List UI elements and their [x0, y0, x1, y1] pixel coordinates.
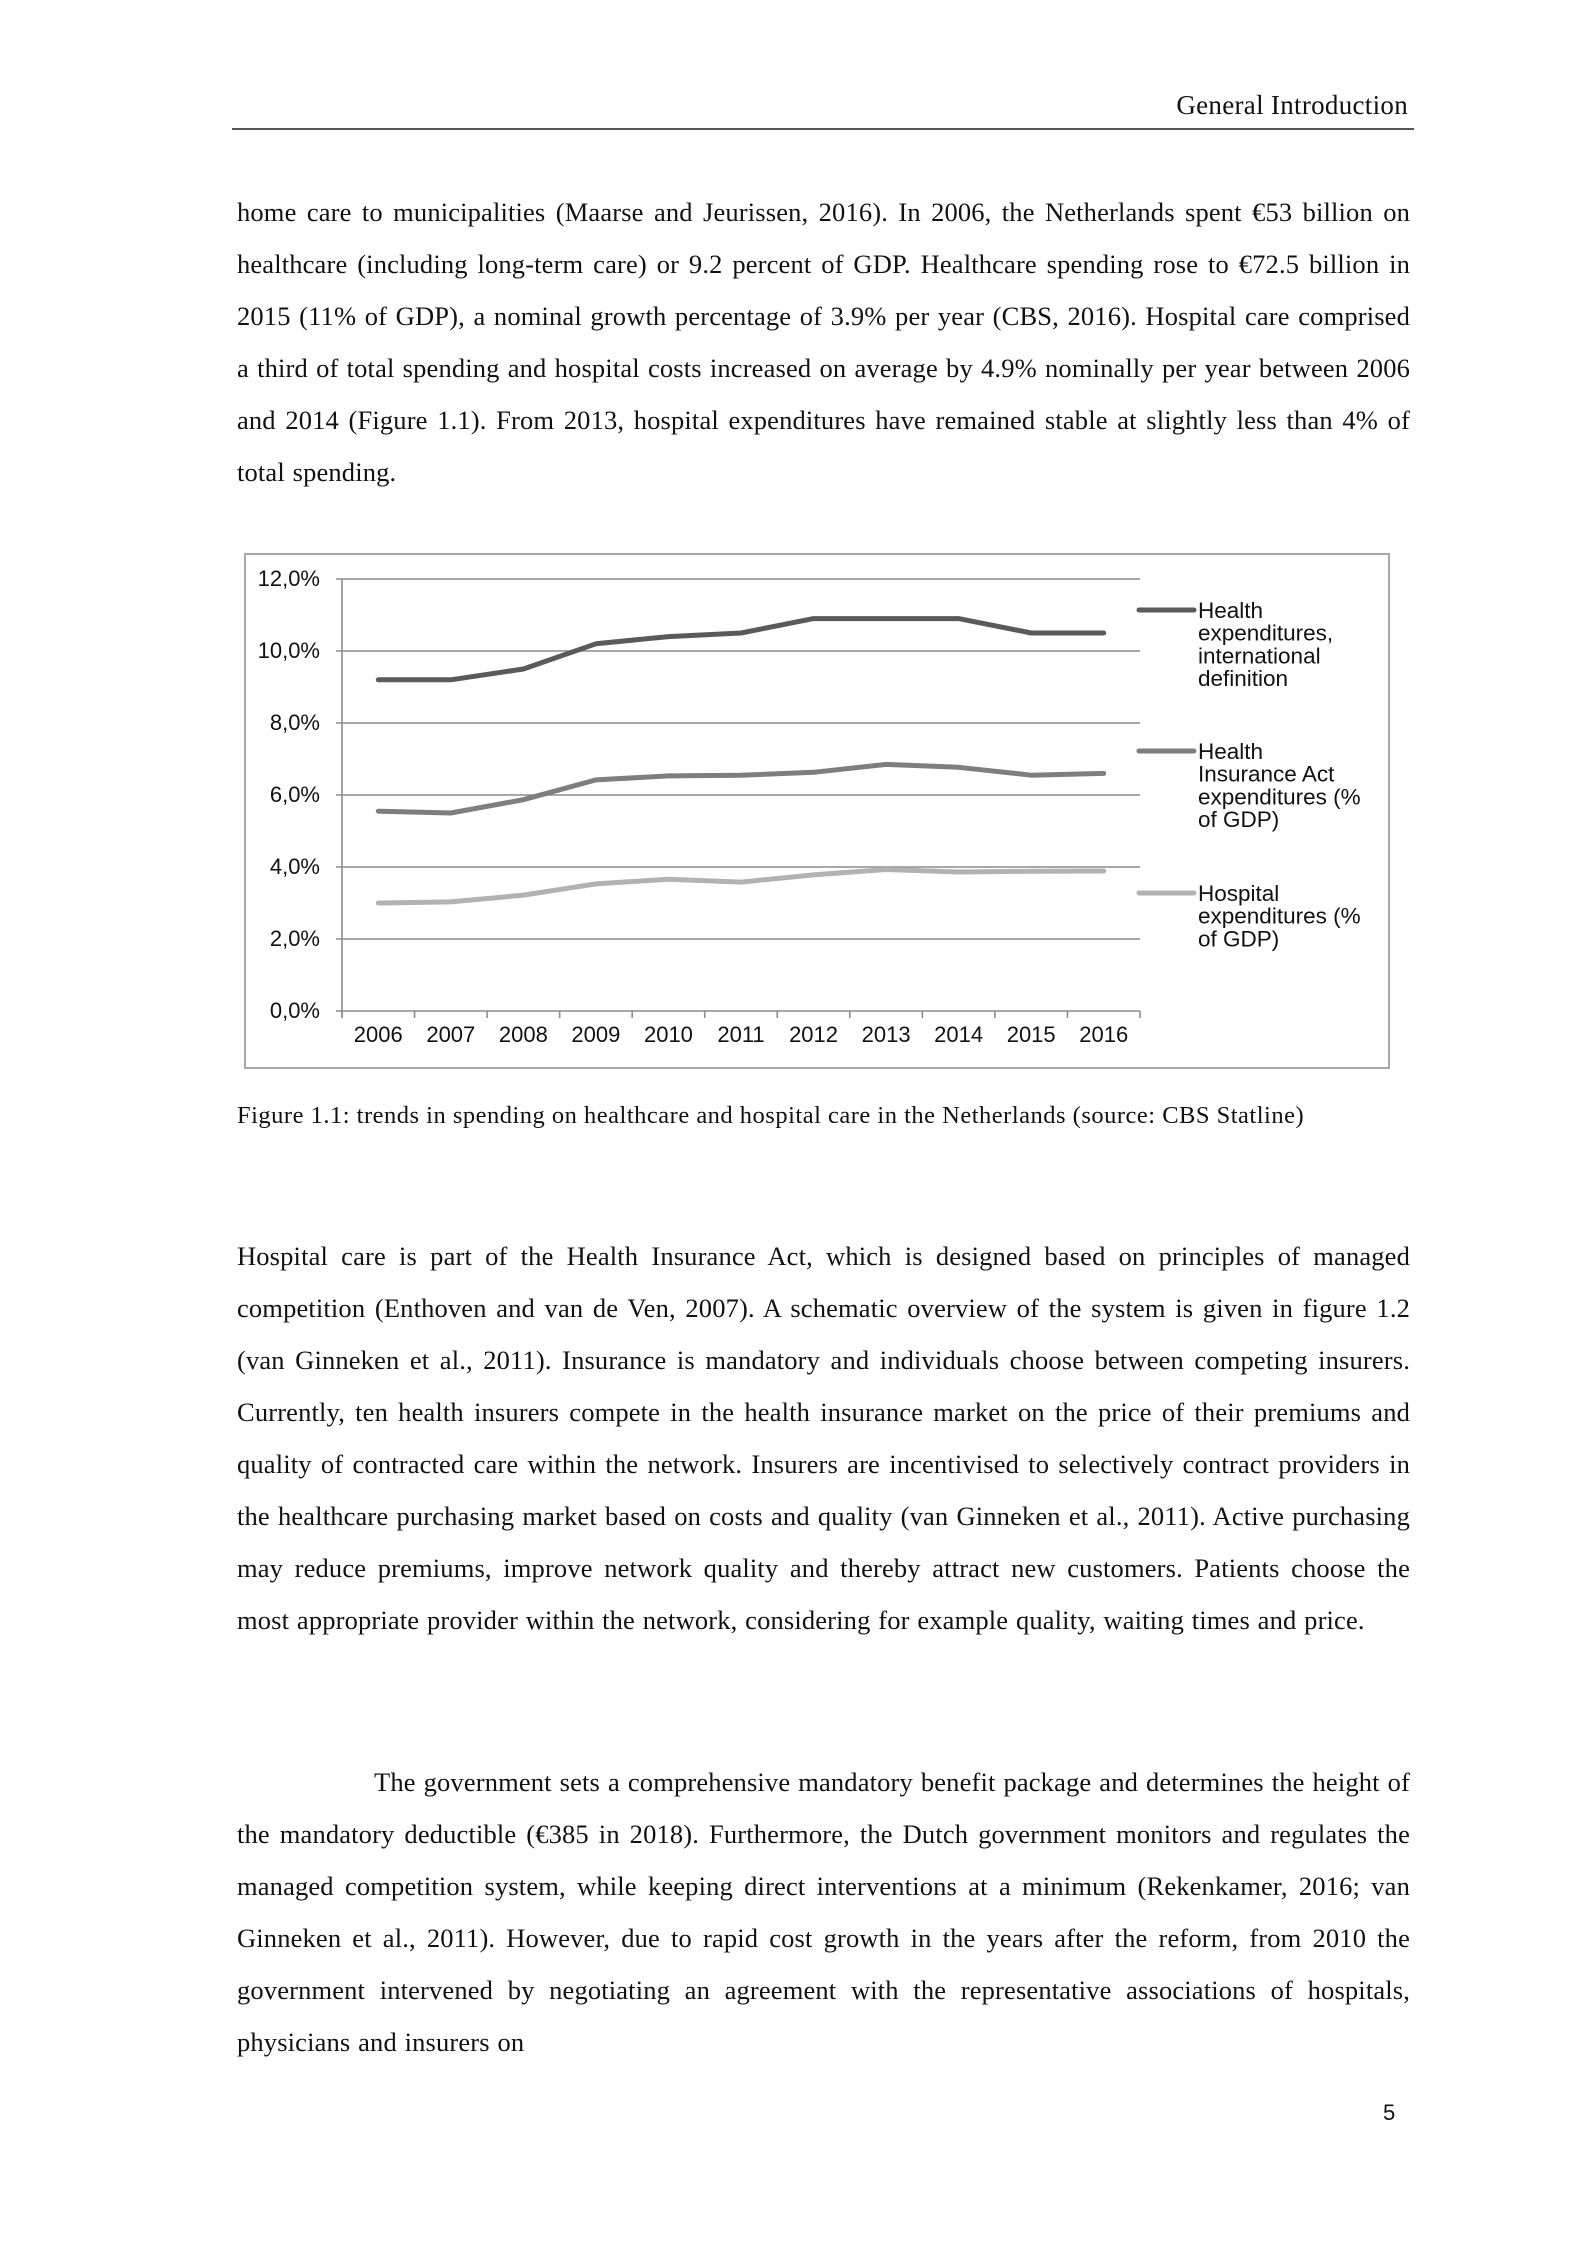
- legend-label: of GDP): [1198, 926, 1280, 952]
- legend-label: of GDP): [1198, 807, 1280, 833]
- legend-label: Hospital: [1198, 881, 1280, 906]
- y-tick-label: 0,0%: [269, 998, 320, 1023]
- body-paragraph-2: Hospital care is part of the Health Insurance Act, which is designed based on principles of managed competition (Enthoven and van de Ven, 2007). A schematic overview of the system is given in figure 1.2 (van Ginneken et al., 2011). Insurance is mandatory and individuals choose between competing insurers. Currently, ten health insurers compete in the health insurance market on the price of their premiums and quality of contracted care within the network. Insurers are incentivised to selectively contract providers in the healthcare purchasing market based on costs and quality (van Ginneken et al., 2011). Active purchasing may reduce premiums, improve network quality and thereby attract new customers. Patients choose the most appropriate provider within the network, considering for example quality, waiting times and price.: [237, 1241, 1410, 1635]
- x-tick-label: 2008: [498, 1022, 548, 1047]
- body-paragraph-1: home care to municipalities (Maarse and Jeurissen, 2016). In 2006, the Netherlands spent €53 billion on healthcare (including long-term care) or 9.2 percent of GDP. Healthcare spending rose to €72.5 billion in 2015 (11% of GDP), a nominal growth percentage of 3.9% per year (CBS, 2016). Hospital care comprised a third of total spending and hospital costs increased on average by 4.9% nominally per year between 2006 and 2014 (Figure 1.1). From 2013, hospital expenditures have remained stable at slightly less than 4% of total spending.: [237, 197, 1410, 487]
- y-tick-label: 2,0%: [269, 926, 320, 951]
- x-tick-label: 2010: [643, 1022, 693, 1047]
- legend-label: definition: [1198, 666, 1289, 692]
- legend-label: Insurance Act: [1198, 761, 1335, 787]
- body-paragraph-3: The government sets a comprehensive mandatory benefit package and determines the height of the mandatory deductible (€385 in 2018). Furthermore, the Dutch government monitors and regulates the managed competition system, while keeping direct interventions at a minimum (Rekenkamer, 2016; van Ginneken et al., 2011). However, due to rapid cost growth in the years after the reform, from 2010 the government intervened by negotiating an agreement with the representative associations of hospitals, physicians and insurers on: [237, 1767, 1410, 2057]
- x-tick-label: 2007: [426, 1022, 476, 1047]
- figure-caption: Figure 1.1: trends in spending on healthcare and hospital care in the Netherlands (source: CBS Statline): [237, 1102, 1305, 1129]
- x-tick-label: 2012: [789, 1022, 839, 1047]
- chapter-title: General Introduction: [1176, 90, 1408, 120]
- x-tick-label: 2016: [1079, 1022, 1129, 1047]
- x-tick-label: 2015: [1006, 1022, 1056, 1047]
- x-tick-label: 2006: [353, 1022, 403, 1047]
- y-tick-label: 8,0%: [269, 710, 320, 735]
- page-number: 5: [1383, 2100, 1396, 2125]
- x-tick-label: 2009: [571, 1022, 621, 1047]
- y-tick-label: 10,0%: [257, 638, 320, 663]
- x-tick-label: 2014: [934, 1022, 984, 1047]
- series-line-1: [378, 619, 1103, 680]
- legend-label: expenditures (%: [1198, 784, 1361, 810]
- line-chart: [246, 555, 1392, 1071]
- series-line-2: [378, 764, 1103, 813]
- y-tick-label: 4,0%: [269, 854, 320, 879]
- x-tick-label: 2011: [717, 1022, 765, 1047]
- legend-label: expenditures (%: [1198, 903, 1361, 929]
- figure-1-1-chart: [244, 553, 1390, 1069]
- y-tick-label: 6,0%: [269, 782, 320, 807]
- legend-label: Health: [1198, 739, 1264, 764]
- legend-label: international: [1198, 643, 1321, 669]
- x-tick-label: 2013: [861, 1022, 911, 1047]
- y-tick-label: 12,0%: [257, 566, 320, 591]
- running-header: [232, 90, 1414, 130]
- series-line-3: [378, 870, 1103, 904]
- legend-label: expenditures,: [1198, 620, 1334, 646]
- legend-label: Health: [1198, 598, 1264, 623]
